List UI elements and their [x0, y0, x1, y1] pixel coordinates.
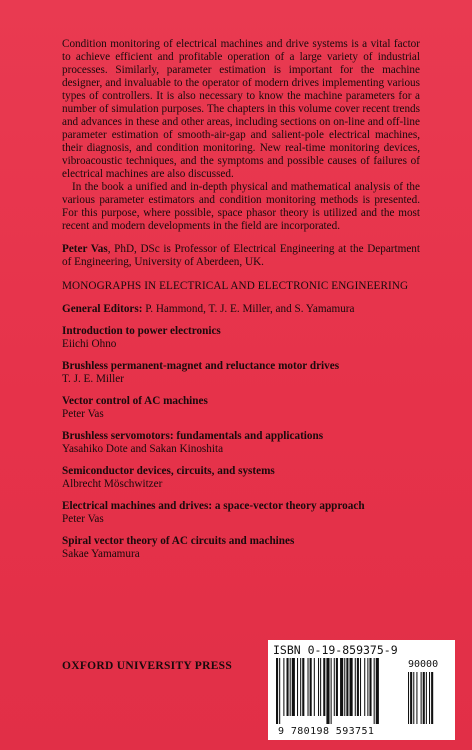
barcode-bar	[364, 658, 365, 716]
publisher-name: OXFORD UNIVERSITY PRESS	[62, 660, 233, 672]
book-author: Albrecht Möschwitzer	[62, 478, 163, 490]
cover-text	[62, 38, 420, 561]
book-title: Spiral vector theory of AC circuits and machines	[62, 535, 295, 547]
barcode-bar	[323, 658, 325, 716]
barcode-bar	[290, 658, 291, 716]
barcode-addon-bar	[413, 672, 414, 724]
barcode-bar	[302, 658, 304, 716]
barcode-addon-bar	[408, 672, 409, 724]
barcode-bar	[355, 658, 356, 716]
author-bio-text: , PhD, DSc is Professor of Electrical Engineering at the Department of Engineering, University of Aberdeen, UK.	[62, 243, 420, 268]
book-title: Vector control of AC machines	[62, 395, 208, 407]
barcode-bar	[320, 658, 321, 716]
barcode-bar	[310, 658, 312, 716]
barcode-addon-bar	[410, 672, 412, 724]
book-author: Yasahiko Dote and Sakan Kinoshita	[62, 443, 224, 455]
editors-label: General Editors:	[62, 303, 143, 315]
blurb-paragraph-1: Condition monitoring of electrical machines and drive systems is a vital factor to achieve efficient and profitable operation of a large variety of industrial processes. Similarly, parameter estimation is important for the machine designer, and invaluable to the operator of modern drives implementing various types of controllers. It is also necessary to know the machine parameters for a number of simulation purposes. The chapters in this volume cover recent trends and advances in these and other areas, including sections on on-line and off-line parameter estimation of smooth-air-gap and salient-pole electrical machines, their diagnosis, and condition monitoring. New real-time monitoring devices, vibroacoustic techniques, and the symptoms and possible causes of failures of electrical machines are also discussed.	[62, 38, 420, 180]
book-entry	[62, 535, 420, 561]
barcode-bar	[300, 658, 301, 716]
barcode-bar	[331, 658, 332, 724]
book-title: Electrical machines and drives: a space-vector theory approach	[62, 500, 365, 512]
barcode-bar	[374, 658, 375, 724]
barcode-bar	[344, 658, 345, 716]
barcode-bar	[314, 658, 315, 716]
book-entry	[62, 465, 420, 491]
barcode-bar	[279, 658, 280, 724]
book-author: Peter Vas	[62, 513, 104, 525]
editors-names: P. Hammond, T. J. E. Miller, and S. Yamamura	[142, 303, 355, 315]
barcode-bar	[334, 658, 335, 716]
barcode-bar	[292, 658, 295, 716]
series-title: MONOGRAPHS IN ELECTRICAL AND ELECTRONIC ENGINEERING	[62, 280, 409, 292]
author-bio	[62, 243, 420, 269]
book-author: Peter Vas	[62, 408, 104, 420]
barcode-bar	[336, 658, 338, 716]
barcode-addon-bar	[421, 672, 422, 724]
book-entry	[62, 395, 420, 421]
barcode-bar	[276, 658, 278, 724]
barcode-bar	[308, 658, 309, 716]
barcode-bar	[283, 658, 284, 716]
barcode-bar	[346, 658, 348, 716]
book-entry	[62, 360, 420, 386]
barcode-addon-bar	[429, 672, 430, 724]
book-author: Eiichi Ohno	[62, 338, 117, 350]
barcode-addon-digits: 90000	[408, 659, 439, 670]
book-title: Brushless permanent-magnet and reluctance motor drives	[62, 360, 340, 372]
barcode-addon-bar	[416, 672, 417, 724]
barcode-addon-bar	[431, 672, 433, 724]
book-entry	[62, 500, 420, 526]
book-title: Introduction to power electronics	[62, 325, 221, 337]
book-author: T. J. E. Miller	[62, 373, 124, 385]
barcode-bar	[318, 658, 319, 716]
barcode-bar	[340, 658, 343, 716]
barcode-ean-digits: 9 780198 593751	[278, 726, 375, 737]
author-name: Peter Vas	[62, 243, 108, 255]
barcode-addon-bar	[423, 672, 425, 724]
barcode-bar	[367, 658, 368, 716]
book-entry	[62, 430, 420, 456]
barcode-bar	[297, 658, 298, 716]
barcode-bar	[326, 658, 329, 724]
blurb-paragraph-2: In the book a unified and in-depth physical and mathematical analysis of the various parameter estimators and condition monitoring methods is presented. For this purpose, where possible, space phasor theory is utilized and the most recent and modern developments in the field are incorporated.	[62, 181, 420, 232]
book-title: Semiconductor devices, circuits, and systems	[62, 465, 275, 477]
barcode-bar	[350, 658, 353, 716]
barcode-bar	[357, 658, 359, 716]
barcode-bar	[369, 658, 371, 716]
general-editors	[62, 303, 420, 316]
barcode-bar	[360, 658, 361, 716]
barcode-bar	[376, 658, 379, 724]
book-title: Brushless servomotors: fundamentals and applications	[62, 430, 324, 442]
barcode-addon-bar	[426, 672, 427, 724]
book-entry	[62, 325, 420, 351]
book-author: Sakae Yamamura	[62, 548, 140, 560]
isbn-label: ISBN 0-19-859375-9	[273, 643, 398, 657]
barcode-bar	[287, 658, 289, 716]
